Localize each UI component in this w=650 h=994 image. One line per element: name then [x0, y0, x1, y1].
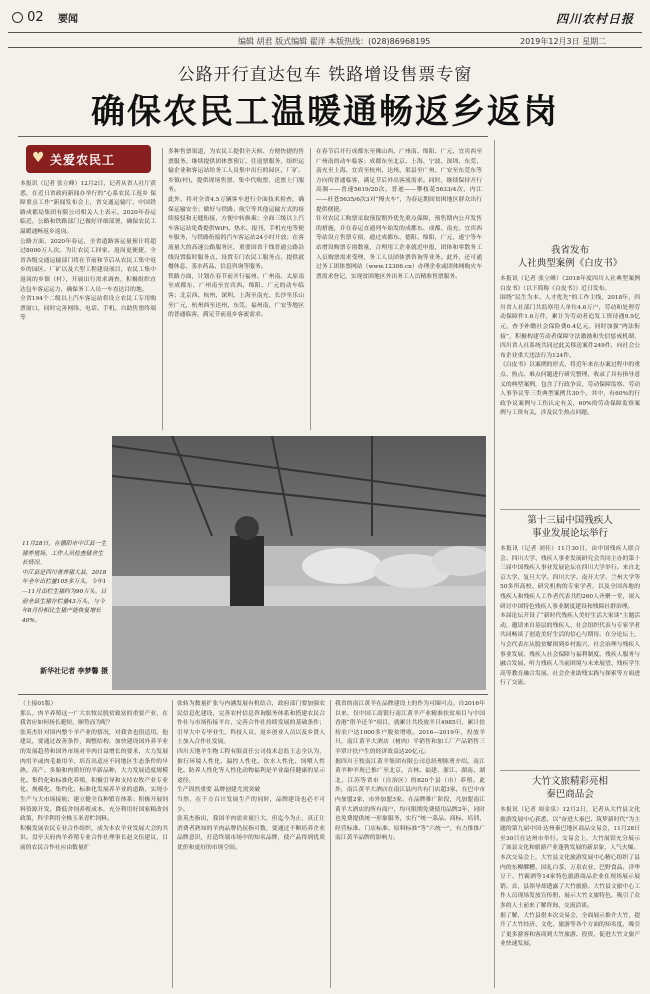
lower-col3-text: 我省的南江黄羊在品牌建设上的作为可圈可点。自2016年以来，仅中国工商银行南江黄羊产业精准扶贫项目与中国香港“借羊还羊”项目，就累计共投放羊只4985只，累计扶持农户达1000多户脱贫增收。2016—2019年，投放羊只，南江黄羊大酒店（树肉）半销售和加工厂产品销售三羊罩计扶户生的经济效益达20亿元。 据四川王牧南江黄羊集团有限公司总经理陈勇介绍，南江黄羊种羊现已推广至北京、吉林、福建、浙江、湖南、湖北、江苏等省市（自治区）的820个县（市）养殖。此外，南江黄羊大酒店在南江县内共有门店超3家，在巴中市内加盟2家，市外加盟3家。在品牌推广阶段，凡加盟南江黄羊大酒店的所有商户，均可限期免费使用品牌2年，同时也免费提供统一形象服务，实行“统一菜品、商标、培训、经营标准、门店标准、原料标准”等“六统一”，有力推推广南江黄羊品牌的影响力。: [335, 701, 485, 842]
lower-divider-1: [172, 700, 173, 988]
main-col3-text: 在春节后开行成都东至佛山西、广州南、绵阳、广元、宜宾西至广州南的动车临客；成都东至北京、上海、宁波、深圳、东莞、南充至上海、宜宾至杭州、达州、渠县至广州、广安至东莞东等方向的普通临客，满足节后外出客流需求。同时，继续保持开行高频——普速5619/20次、普迪——攀枝花5633/4次、内江——旺苍5635/6次3对“慢火车”，为春运期间贫困地区群众出行提供便捷。 针对农民工购票采取预留期外优先重点保障，预售期内公开发售的措施，并在春运直通列车始发的成都东、成都、南充、宜宾西等站设立售票专窗，通过成都东、德阳、绵阳、广元、遂宁等车站增设购票专窗数量，合理用工企业就近申报，团体和零散务工人员购票需求受理，务工人员团体票咨询等业务。此外，还可通过务工团体票网站（www.12306.cn）办理企业或团体网购火车票需求登记，实现贫困地区外出务工人员精准售票服务。: [316, 149, 482, 280]
banner-text: 关爱农民工: [50, 153, 116, 167]
main-col2-text: 多种售票渠道，为农民工提供全天候、方便快捷的售票服务。继续提供团体票预订、往返票服务，组织运输企业和客运站给务工人员集中出行的园区、厂矿、乡镇(村)，提供现场售票、集中代购票，送票上门服务。 此外，将对全省4.5万辆客车进行全面技术检查，确保运输安全；做好与铁路、航空等其他运输方式的接续接驳和无缝衔接，方便中转换乘；全面三级以上汽车客运站免费提供WiFi、热水、报刊、手机充电等便车服务，与铁路衔接的汽车客运站24小时开放；在客流量大的高速公路服务区，重要国省干线普通公路沿线设置临时服务点，设置专门农民工服务点，提供就餐休息、茶水药品、信息咨询等服务。 铁路方面，计划在春节前开行福州、广州南、太原南至成都东、广州南至宜宾西、绵阳、广元的动车临客；北京西、杭州、深圳、上海至南充、长沙至乐山至广元，杭州西至达州、东莞、福州南、广安等地区的普通临客，满足节前返乡客流需求。: [168, 149, 304, 319]
right-a1-text: 本报讯（记者 张立峰）《2018年度四川人社典型案例白皮书》（以下简称《白皮书》）近日发布。 围绕“民生为本、人才优先”的工作主线，2018年，四川省人社部门共监察用人单位4.6万户，劳动和处理劳动保障件1.6万件，累计为劳动者追发工资待遇9.9亿元，查予补缴社会保险费0.4亿元。同时加强“两法衔接”，积极构建劳动者保障守法激励和失信惩戒机制，四川省人社系统共同过此关移送案件249件，向社会公布企业重大违法行为124件。 《白皮书》以案例的形式，将近年来在办案过程中的重点、热点、难点问题进行研究整理，收录了具有指导意义的典型案例，包含了行政争议、劳动保障监察、劳动人事争议等三类典型案例共30个。其中，有60%的行政争议案例与工伤认定有关，60%的劳动保障监察案例与工资有关，涉及民生热点问题。: [500, 276, 640, 417]
main-article-col1: [20, 180, 156, 425]
heart-icon: ♥: [32, 150, 45, 166]
lower-col1: [20, 700, 168, 988]
right-article1-title: 我省发布 人社典型案例《白皮书》: [517, 245, 623, 269]
main-article-col3: [316, 148, 482, 430]
right-col-divider: [494, 140, 495, 988]
photo-caption: [22, 540, 108, 660]
main-headline: 确保农民工温暖通畅返乡返岗: [91, 92, 559, 132]
header-rule: [8, 32, 642, 33]
photo-illustration: [112, 436, 486, 690]
lower-section-rule: [18, 694, 488, 695]
pig-farm-photo: [112, 436, 486, 690]
right-article3-body: [500, 806, 640, 988]
issue-date: 2019年12月3日 星期二: [520, 37, 607, 46]
photo-caption-text: 11月28日，在德阳市中江县一生猪养殖场，工作人员检查猪舍生长情况。 中江县是四川省养猪大县，2018年全年出栏量105多万头，今年1—11月出栏生猪约为90万头。目前全县生猪存栏量43万头，与今年8月份相比生猪产能恢复增长40%。: [22, 541, 107, 624]
lower-col1-text: （上接01版） 那么，肉羊养殖这一广大农牧民脱贫致富的重要产业，在我省应如何扬长避短，顺势而为呢？ 张英杰针对国内整个羊产业的情况，对我省也很适用。他建议，要通过改善条件，调整结构，加快建设国外养羊业的发展趋势和国外市场对羊肉日益增长的要求，大力发展肉用羊或肉毛兼用羊，培育出适应不同地区生态条件的早熟、高产、多胎和肉质好的羊新品种，大力发展适度规模化、集约化和标准化养殖，积极引导和支持农牧产业专业化、规模化、集约化、标准化发展养羊业的道路，实现小生产与大市场接轨；建立健全良种繁育体系；积极开展饲料资源开发，降低舍饲养殖成本，充分利用好国家粮改饲政策，科学利用全株玉米青贮饲料。 积极发展农民专业合作组织，成为本农羊业发展大会的共识。盘亭天府肉羊养殖专业合作社理事长赵文伍建议，目前的农民合作社应由数量扩: [20, 701, 168, 851]
right-article2-title: 第十三届中国残疾人 事业发展论坛举行: [527, 515, 613, 539]
page-number: [12, 10, 44, 25]
right-rule-1: [500, 509, 640, 510]
banner: [26, 145, 151, 173]
header-rule-2: [8, 47, 642, 48]
main-article-col2: [168, 148, 304, 430]
main-col1-text: 本报讯（记者 张立峰）12月2日，记者从省人社厅获悉，在近日省政府新闻办举行的“心系农民工返乡 保障重点工作”新闻发布会上，省交通运输厅、中国铁路成都局集团有限公司相关人士表示，2020年春运临近，公路和铁路部门已做好详细部署，确保农民工温暖通畅返乡返岗。 公路方面，2020年春运，全省道路客运量预计将超过8000万人次。为让农民工回家、返岗更便捷，全省各级交通运输部门将在节前和节后从农民工集中返乡的园区、厂矿以及大型工程建设项目，农民工集中返岗的乡镇（村），开展出行需求调查，积极组织直达包车客运运力，确保务工人员一车直达目的地。 全省194个二级以上汽车客运站将设立农民工专用购票窗口，同时完善网络、电话、手机、自助售票终端等: [20, 181, 156, 322]
headline-rule: [18, 136, 488, 137]
section-name: 要闻: [58, 14, 78, 25]
lower-col3: [335, 700, 485, 988]
col-divider-1: [162, 148, 163, 430]
staff-line: 编辑 胡君 版式编辑 翟洋 本版热线：(028)86968195: [238, 37, 431, 46]
right-article2-body: [500, 545, 640, 767]
lower-col2: [177, 700, 325, 988]
right-rule-2: [500, 770, 640, 771]
right-article1-body: [500, 275, 640, 505]
col-divider-2: [310, 148, 311, 430]
right-article3-title: 大竹文旅精彩亮相 秦巴商品会: [531, 776, 608, 800]
lower-col2-text: 张转为数量扩张与内涵发展有机结合，政府部门要加强农民信息化建设，完善农村信息咨询服务体系和搭建农民合作社与市场衔接平台，完善合作社持续发展的基础条件；引导大中专毕业生、科技人员、返乡创业人员以及乡贤人士加入合作社发展。 四川天地羊生物工程有限责任公司技术总监王志全认为，推行环境人性化、温控人性化、饮水人性化、饲喂人性化、防养人性化等人性化动物福利是羊业最佳健康的显示途径。 生产固然重要 品牌创建尤需突破 当然，在千方百计发展生产的同时，品牌建设也必不可少。 张英杰指出，我国羊肉需求量巨大，但迄今为止，真正让消费者熟知的羊肉品牌仍屈指可数，要通过不断培养企业品牌意识，打造终端市场中的知名品牌，使产品得到优质优价和更好的市场空间。: [177, 701, 325, 851]
lower-divider-2: [330, 700, 331, 988]
paper-logo: 四川农村日报: [556, 12, 635, 26]
right-a3-text: 本报讯（记者 周金泉）12月2日，记者从大竹县文化旅游发展中心获悉，以“奋进大秦巴、筑梦新时代”为主题的第九届中国·达州秦巴地区商品交易会，11月28日至30日在达州市举行。交易会上，大竹展馆充分展示了该县文化和旅游产业蓬勃发展的新景象，人气火爆。 本次交易会上，大竹县文化旅游发展中心精心组织了县内的东柳醪糟、国礼白茶、万泉农业、巴野食品、洋华豆干、竹霸酒等14家特色旅游商品企业在现场展示展销。首，县领导却透露了大竹旅游。大竹县文旅中心工作人员现场发放宣传册，展示大竹文旅特色，吸引了众多的人士前来了解咨询、交流洽谈。 据了解，大竹县借本次交易会，全面展示推介大竹，提升了大竹经济、文化、旅游等各个方面的知名度，吸引了更多游客和客商到大竹旅游、投资，促进大竹文旅产业快速发展。: [500, 807, 640, 948]
photo-credit: 新华社记者 李梦馨 摄: [40, 667, 108, 675]
page-num-text: 02: [27, 10, 44, 25]
kicker: 公路开行直达包车 铁路增设售票专窗: [177, 65, 473, 85]
right-a2-text: 本报讯（记者 刘佳）11月30日，由中国残疾人联合会、四川大学、残疾人事业发展研究会共同主办的第十三届中国残疾人事业发展论坛在四川大学举行。来自北京大学、复旦大学、四川大学、南开大学、兰州大学等50多所高校、研究机构的专家学者，以及全国各地的残疾人和残疾人工作者代表共约260人齐聚一堂，深入研讨中国特色残疾人事业制度建设和残障社群治理。 本届论坛开设了“新时代残疾人美好生活大家谈”主题活动，邀请来自基层的残疾人、社会组织代表与专家学者共同畅谈了创造美好生活的信心与期待。在分论坛上，与会代表在从脱贫解困到乡村振兴、社会治理与残疾人事业发展、残疾人社会保障与福利制度、残疾人服务与融合发展、听力残疾人当前困境与未来展望、残疾学生高等教育融合发展、社会企业助残实践与探索等方面进行了交流。: [500, 546, 640, 687]
